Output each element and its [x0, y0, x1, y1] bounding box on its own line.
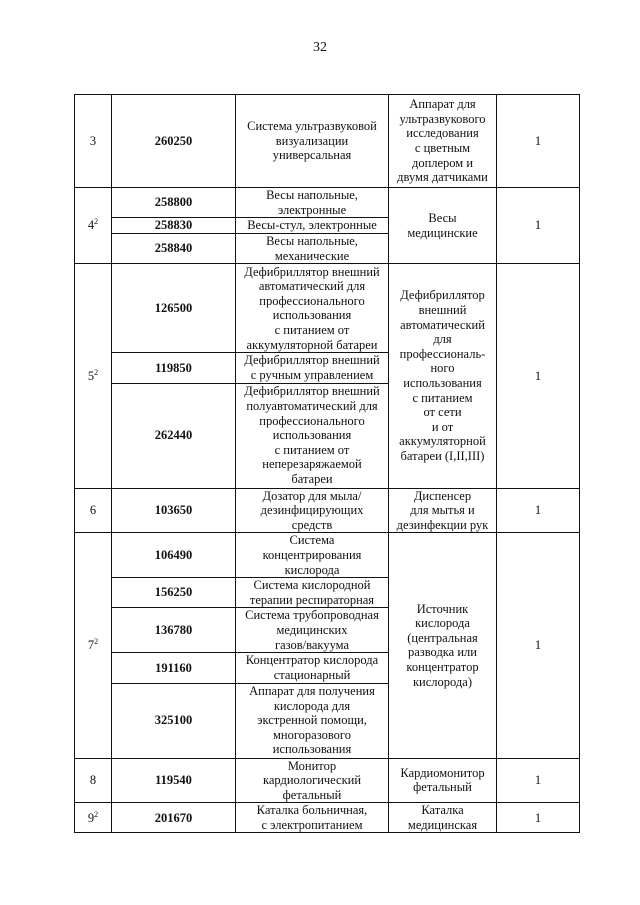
- table-row: [75, 758, 580, 803]
- item-name: Система кислородной терапии респираторная: [236, 578, 389, 608]
- item-code: 103650: [112, 488, 236, 533]
- item-name: Монитор кардиологический фетальный: [236, 758, 389, 803]
- item-code: 119850: [112, 353, 236, 383]
- item-name: Концентратор кислорода стационарный: [236, 653, 389, 683]
- equipment-type: Диспенсер для мытья и дезинфекции рук: [389, 488, 497, 533]
- item-name: Каталка больничная, с электропитанием: [236, 803, 389, 833]
- table-row: [75, 803, 580, 833]
- item-code: 191160: [112, 653, 236, 683]
- item-code: 136780: [112, 608, 236, 653]
- item-name: Аппарат для получения кислорода для экстренной помощи, многоразового использования: [236, 683, 389, 758]
- row-number-cell: [75, 95, 112, 188]
- row-number: 7: [87, 638, 95, 653]
- item-code: 262440: [112, 383, 236, 488]
- row-number-superscript: 2: [94, 367, 99, 377]
- item-code: 258830: [112, 218, 236, 234]
- quantity: 1: [497, 803, 580, 833]
- row-number-cell: [75, 264, 112, 488]
- item-code: 156250: [112, 578, 236, 608]
- equipment-type: Источник кислорода (центральная разводка или концентратор кислорода): [389, 533, 497, 758]
- row-number-cell: [75, 533, 112, 758]
- equipment-type: Весы медицинские: [389, 188, 497, 264]
- item-name: Весы-стул, электронные: [236, 218, 389, 234]
- equipment-type: Аппарат для ультразвукового исследования с цветным доплером и двумя датчиками: [389, 95, 497, 188]
- item-code: 126500: [112, 264, 236, 353]
- row-number-cell: [75, 758, 112, 803]
- row-number-superscript: 2: [94, 217, 99, 227]
- row-number-cell: [75, 488, 112, 533]
- row-number-cell: [75, 188, 112, 264]
- row-number-superscript: 2: [94, 636, 99, 646]
- table-row: [75, 488, 580, 533]
- table-row: [75, 264, 580, 353]
- row-number: 8: [89, 773, 97, 788]
- quantity: 1: [497, 488, 580, 533]
- quantity: 1: [497, 758, 580, 803]
- item-name: Дефибриллятор внешний автоматический для профессионального использования с питанием от аккумуляторной батареи: [236, 264, 389, 353]
- item-code: 258840: [112, 234, 236, 264]
- item-code: 119540: [112, 758, 236, 803]
- equipment-type: Каталка медицинская: [389, 803, 497, 833]
- row-number-cell: [75, 803, 112, 833]
- item-name: Система концентрирования кислорода: [236, 533, 389, 578]
- row-number: 3: [89, 133, 97, 148]
- item-name: Дефибриллятор внешний полуавтоматический для профессионального использования с питанием от неперезаряжаемой батареи: [236, 383, 389, 488]
- table-row: [75, 533, 580, 578]
- quantity: 1: [497, 533, 580, 758]
- quantity: 1: [497, 188, 580, 264]
- quantity: 1: [497, 95, 580, 188]
- equipment-table-body: [75, 95, 580, 833]
- row-number: 6: [89, 503, 97, 518]
- equipment-table: [74, 94, 580, 833]
- item-name: Система трубопроводная медицинских газов/вакуума: [236, 608, 389, 653]
- equipment-type: Дефибриллятор внешний автоматический для профессиональ- ного использования с питанием от сети и от аккумуляторной батареи (I,II,III): [389, 264, 497, 488]
- quantity: 1: [497, 264, 580, 488]
- table-row: [75, 95, 580, 188]
- item-code: 258800: [112, 188, 236, 218]
- item-code: 260250: [112, 95, 236, 188]
- item-code: 325100: [112, 683, 236, 758]
- item-name: Система ультразвуковой визуализации универсальная: [236, 95, 389, 188]
- row-number: 9: [87, 810, 95, 825]
- item-code: 201670: [112, 803, 236, 833]
- item-name: Дефибриллятор внешний с ручным управлением: [236, 353, 389, 383]
- row-number-superscript: 2: [94, 809, 99, 819]
- equipment-type: Кардиомонитор фетальный: [389, 758, 497, 803]
- row-number: 5: [87, 368, 95, 383]
- item-name: Дозатор для мыла/ дезинфицирующих средств: [236, 488, 389, 533]
- item-name: Весы напольные, механические: [236, 234, 389, 264]
- item-name: Весы напольные, электронные: [236, 188, 389, 218]
- table-row: [75, 188, 580, 218]
- page-number: 32: [313, 40, 327, 55]
- item-code: 106490: [112, 533, 236, 578]
- row-number: 4: [87, 218, 95, 233]
